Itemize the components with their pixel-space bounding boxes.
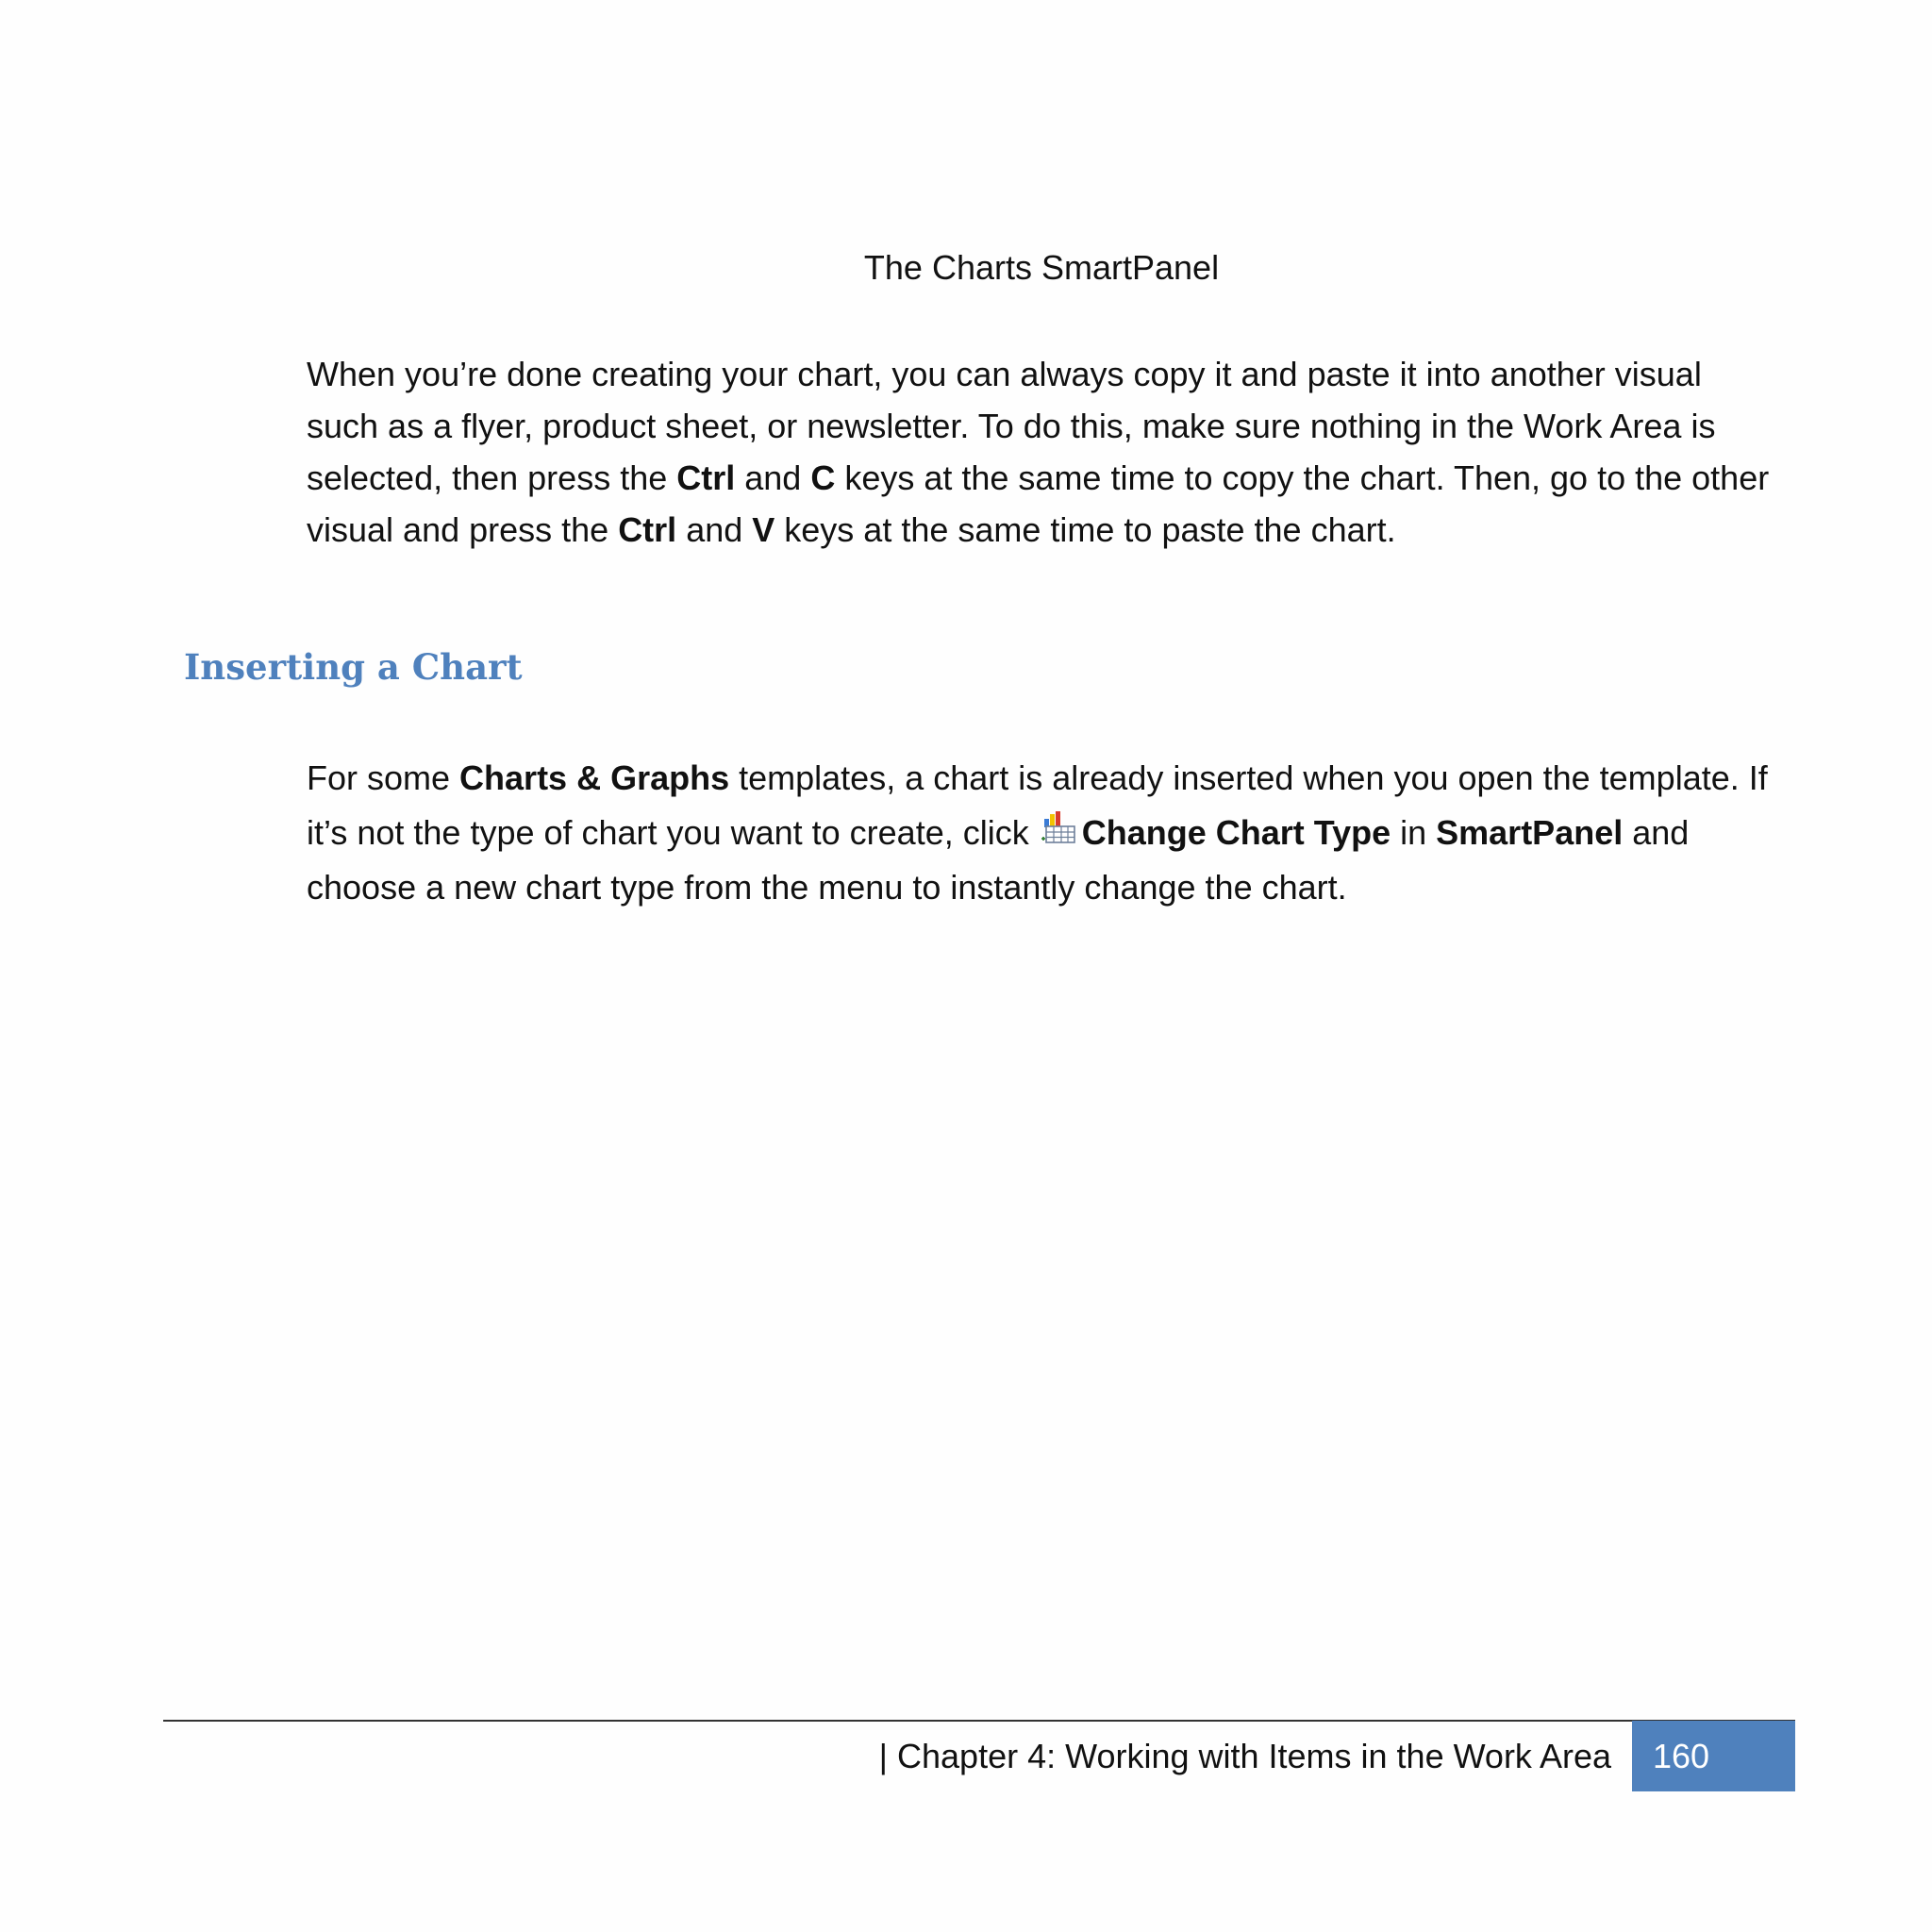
c-key-label: C [810,458,836,497]
inserting-chart-paragraph [307,751,1778,915]
section-heading: Inserting a Chart [184,646,523,688]
paragraph-text: and choose a new chart type from the menu to instantly change the chart. [307,813,1690,907]
change-chart-type-icon [1041,809,1078,847]
charts-graphs-label: Charts & Graphs [459,758,730,797]
figure-caption: The Charts SmartPanel [863,248,1220,287]
paragraph-text: and [676,510,753,549]
v-key-label: V [752,510,775,549]
copy-paste-paragraph [307,348,1778,556]
page-number-badge: 160 [1632,1721,1795,1791]
paragraph-text: in [1391,813,1437,852]
paragraph-text: templates, a chart is already inserted when you open the template. If it’s not the type of chart you want to create, click [307,758,1768,852]
ctrl-key-label: Ctrl [618,510,677,549]
paragraph-text: and [735,458,811,497]
paragraph-text: keys at the same time to paste the chart. [774,510,1396,549]
smartpanel-label: SmartPanel [1436,813,1624,852]
paragraph-text: When you’re done creating your chart, you can always copy it and paste it into another visual such as a flyer, product sheet, or newsletter. To do this, make sure nothing in the Work Area is selected, then press the [307,355,1716,497]
footer-divider [163,1720,1795,1722]
paragraph-text: For some [307,758,460,797]
ctrl-key-label: Ctrl [676,458,736,497]
change-chart-type-label: Change Chart Type [1081,813,1391,852]
footer-chapter-title: | Chapter 4: Working with Items in the Work Area [878,1737,1611,1775]
paragraph-text: keys at the same time to copy the chart. Then, go to the other visual and press the [307,458,1770,549]
